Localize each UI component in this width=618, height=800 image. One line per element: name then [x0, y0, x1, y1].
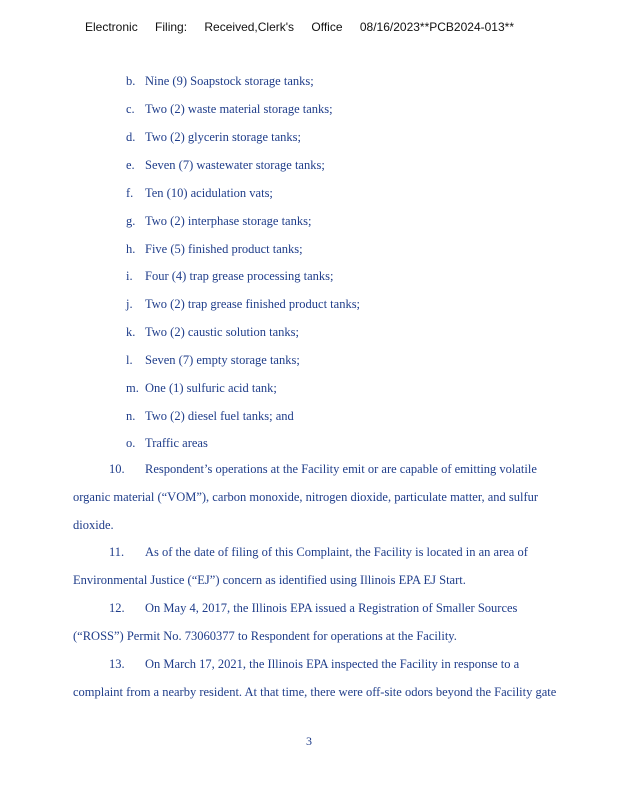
page-number: 3 — [306, 734, 312, 748]
paragraph-text: Environmental Justice (“EJ”) concern as identified using Illinois EPA EJ Start. — [73, 573, 466, 587]
paragraph-text: On March 17, 2021, the Illinois EPA inspected the Facility in response to a — [145, 657, 520, 671]
header-part: Filing: — [155, 20, 188, 34]
paragraph-number: 12. — [109, 601, 125, 615]
paragraph-text: Respondent’s operations at the Facility emit or are capable of emitting volatile — [145, 462, 537, 476]
paragraph-text: organic material (“VOM”), carbon monoxide, nitrogen dioxide, particulate matter, and sulfur — [73, 490, 539, 504]
header-part: Electronic — [85, 20, 138, 34]
paragraph-10 — [73, 455, 573, 539]
paragraph-11 — [73, 538, 573, 594]
header-part: Received,Clerk's — [204, 20, 295, 34]
paragraph-13 — [73, 650, 573, 706]
paragraph-number: 10. — [109, 462, 125, 476]
filing-header — [85, 20, 528, 34]
header-part: Office — [311, 20, 343, 34]
paragraph-number: 11. — [109, 545, 125, 559]
paragraph-text: dioxide. — [73, 518, 114, 532]
paragraph-text: (“ROSS”) Permit No. 73060377 to Respondent for operations at the Facility. — [73, 629, 457, 643]
paragraph-text: On May 4, 2017, the Illinois EPA issued a Registration of Smaller Sources — [145, 601, 518, 615]
paragraph-text: complaint from a nearby resident. At that time, there were off-site odors beyond the Facility gate — [73, 685, 557, 699]
paragraph-number: 13. — [109, 657, 125, 671]
paragraph-12 — [73, 594, 573, 650]
header-part: 08/16/2023**PCB2024-013** — [359, 20, 514, 34]
paragraph-text: As of the date of filing of this Complaint, the Facility is located in an area of — [145, 545, 528, 559]
